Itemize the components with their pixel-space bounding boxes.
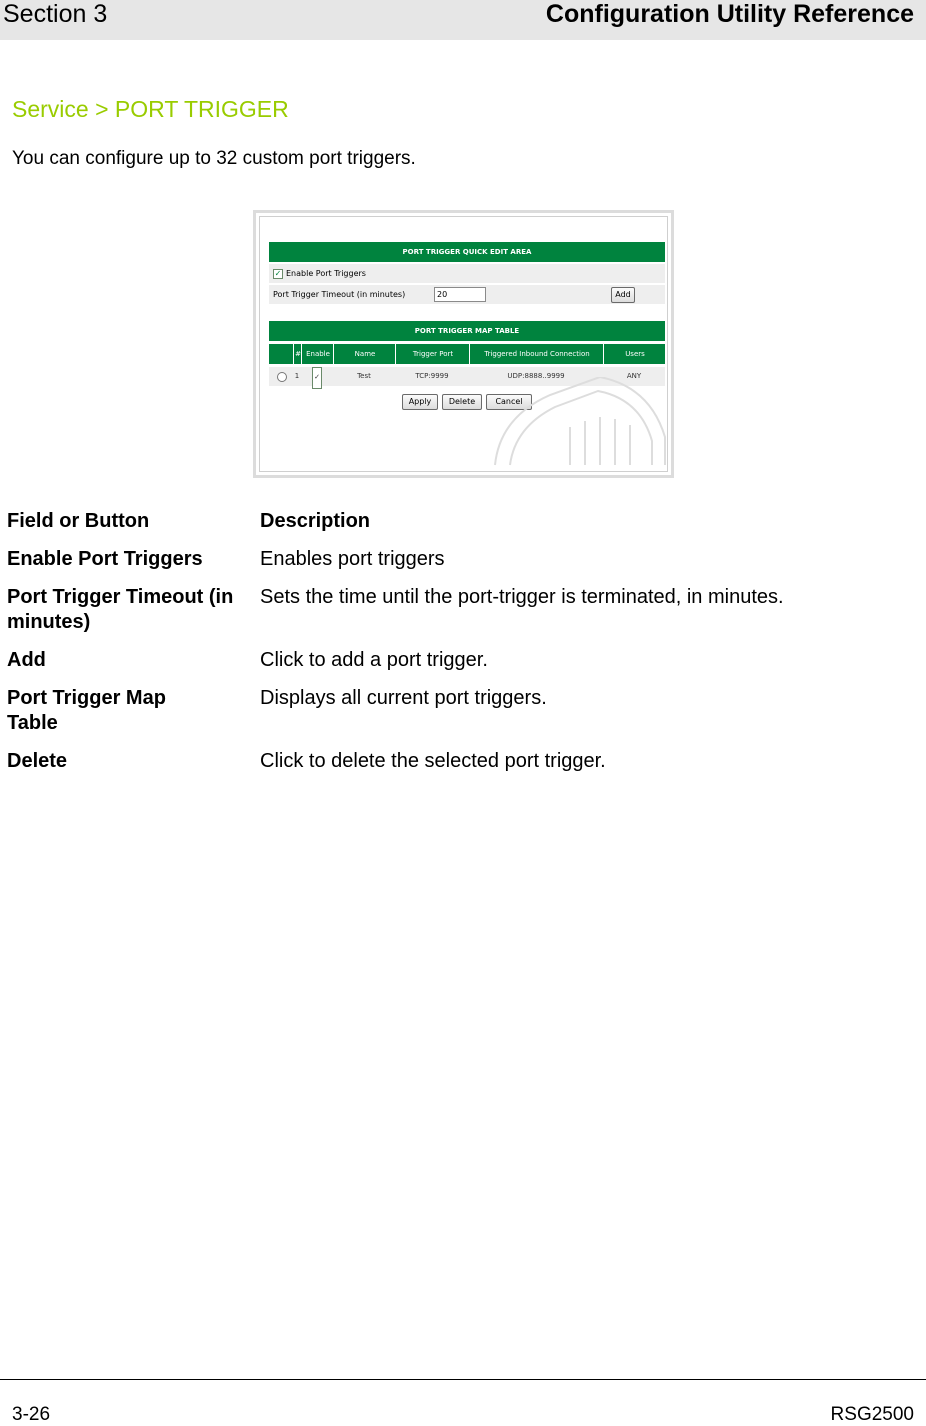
header-title: Configuration Utility Reference: [545, 0, 914, 28]
row-name: Test: [357, 372, 371, 380]
field-port-trigger-timeout: Port Trigger Timeout (in minutes): [7, 586, 234, 633]
desc-add: Click to add a port trigger.: [260, 649, 488, 671]
table-header-description: Description: [260, 510, 371, 532]
enable-row: [269, 264, 665, 283]
desc-delete: Click to delete the selected port trigger.: [260, 750, 606, 772]
row-select-radio[interactable]: [277, 372, 287, 382]
col-trigger-port: Trigger Port: [395, 344, 470, 364]
add-button[interactable]: Add: [611, 287, 635, 303]
page-header: [0, 0, 926, 40]
intro-text: You can configure up to 32 custom port triggers.: [12, 148, 416, 169]
col-select: [269, 344, 293, 364]
timeout-input[interactable]: 20: [434, 287, 486, 302]
desc-port-trigger-map-table: Displays all current port triggers.: [260, 687, 547, 709]
enable-port-triggers-label: Enable Port Triggers: [286, 269, 366, 278]
field-delete: Delete: [7, 750, 68, 772]
timeout-row: [269, 285, 665, 304]
desc-enable-port-triggers: Enables port triggers: [260, 548, 445, 570]
row-enable: [301, 367, 333, 387]
apply-button[interactable]: Apply: [402, 394, 438, 410]
field-port-trigger-map-table: Port Trigger Map Table: [7, 687, 166, 734]
delete-button[interactable]: Delete: [442, 394, 482, 410]
breadcrumb: Service > PORT TRIGGER: [12, 96, 289, 122]
map-table-title: PORT TRIGGER MAP TABLE: [269, 321, 665, 341]
row-trigger-port: TCP:9999: [415, 372, 449, 380]
section-label: Section 3: [3, 0, 108, 28]
col-inbound: Triggered Inbound Connection: [469, 344, 604, 364]
field-enable-port-triggers: Enable Port Triggers: [7, 548, 203, 570]
page-number: 3-26: [12, 1404, 51, 1425]
enable-port-triggers-checkbox[interactable]: ✓: [274, 268, 282, 278]
quick-edit-title: PORT TRIGGER QUICK EDIT AREA: [269, 242, 665, 262]
col-users: Users: [603, 344, 666, 364]
col-name: Name: [333, 344, 396, 364]
row-enable-checkbox[interactable]: ✓: [312, 367, 322, 389]
screenshot-frame: [259, 216, 668, 472]
col-enable: Enable: [301, 344, 334, 364]
router-watermark-icon: [490, 377, 670, 467]
map-table-header: [269, 344, 665, 364]
footer-divider: [0, 1379, 926, 1380]
table-header-field: Field or Button: [7, 510, 150, 532]
row-inbound: UDP:8888..9999: [507, 372, 565, 380]
row-number: 1: [294, 372, 300, 380]
cancel-button[interactable]: Cancel: [486, 394, 532, 410]
timeout-label: Port Trigger Timeout (in minutes): [273, 290, 406, 299]
row-users: ANY: [626, 372, 642, 380]
field-add: Add: [7, 649, 46, 671]
model-name: RSG2500: [830, 1404, 914, 1425]
desc-port-trigger-timeout: Sets the time until the port-trigger is terminated, in minutes.: [260, 586, 784, 608]
col-number: #: [293, 344, 302, 364]
port-trigger-screenshot: [253, 210, 674, 478]
